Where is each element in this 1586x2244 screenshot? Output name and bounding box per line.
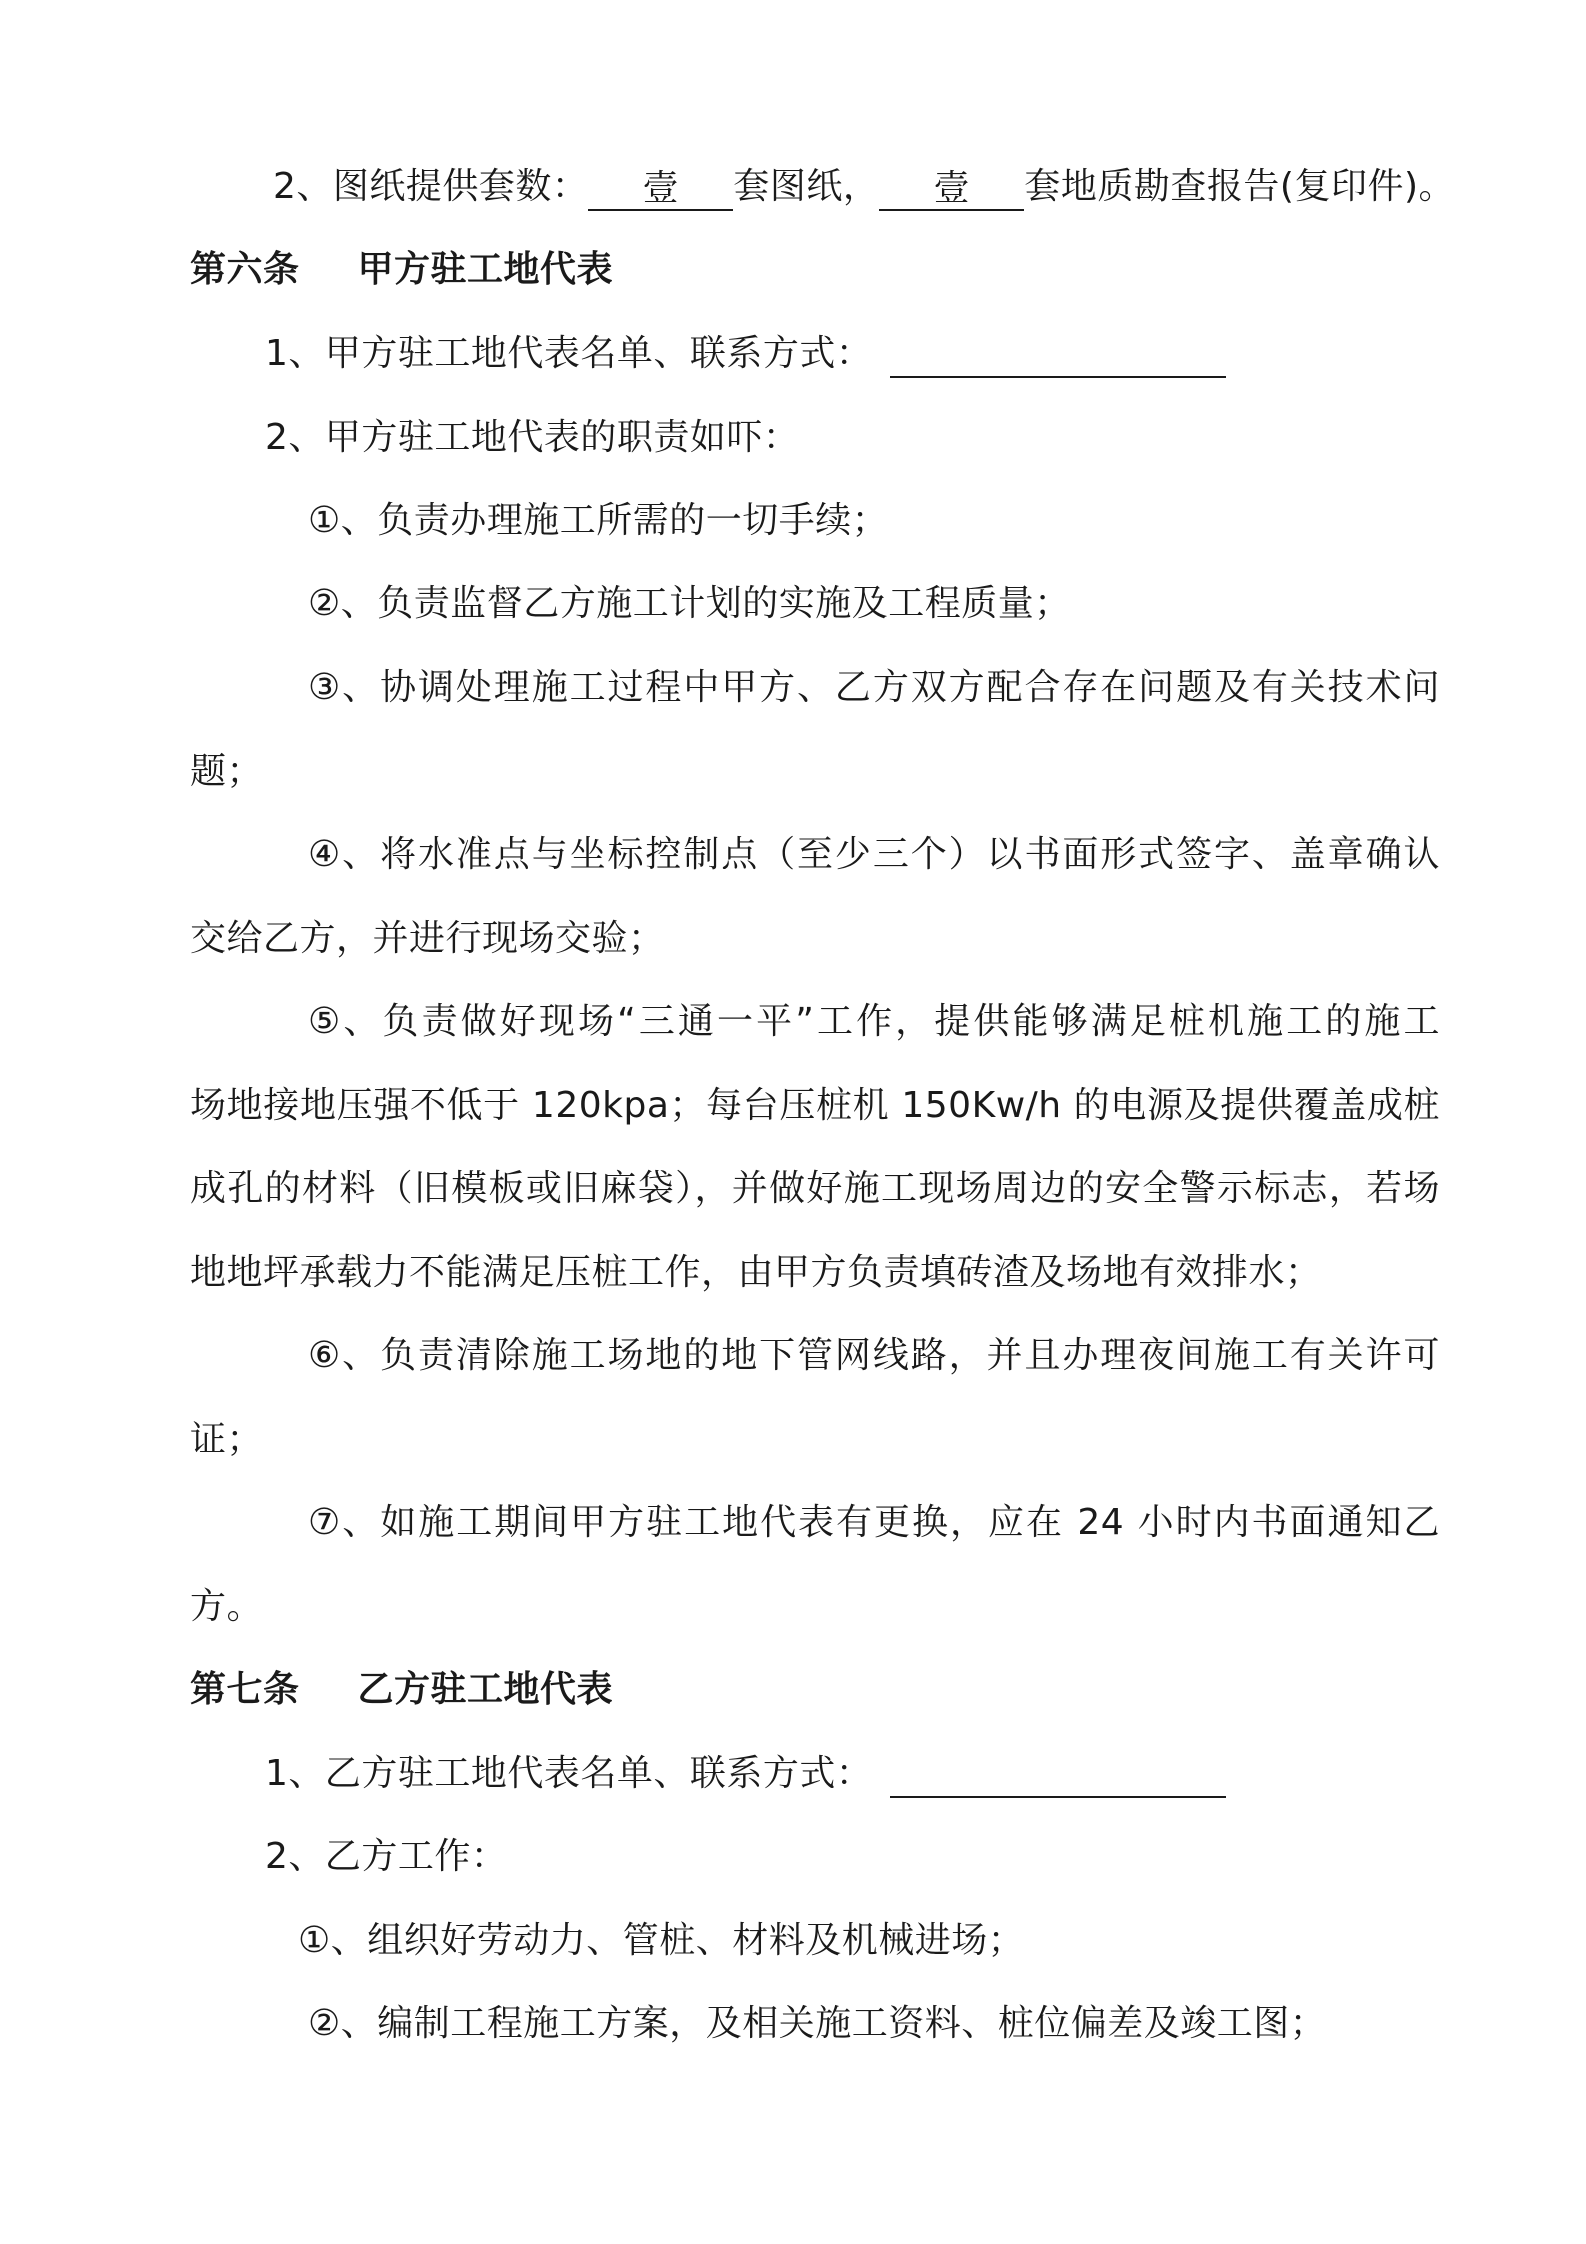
contractor-work-2: ②、编制工程施工方案，及相关施工资料、桩位偏差及竣工图； (308, 2003, 1327, 2044)
article-6-item-2: 2、甲方驻工地代表的职责如吓： (265, 417, 800, 458)
owner-duty-5-line-1: ⑤、负责做好现场“三通一平”工作，提供能够满足桩机施工的施工 (308, 1001, 1440, 1042)
owner-rep-contact-blank (890, 332, 1226, 378)
contractor-rep-contact-blank (890, 1752, 1226, 1798)
article-7-number: 第七条 (190, 1669, 300, 1710)
article-7-heading (190, 1666, 613, 1714)
article-6-title: 甲方驻工地代表 (357, 249, 614, 290)
drawing-sets-mid: 套图纸， (733, 166, 880, 207)
owner-duty-2: ②、负责监督乙方施工计划的实施及工程质量； (308, 583, 1071, 624)
article-7-item-2: 2、乙方工作： (265, 1836, 508, 1877)
article-6-number: 第六条 (190, 249, 300, 290)
owner-duty-7-line-2: 方。 (190, 1586, 264, 1627)
contractor-work-1: ①、组织好劳动力、管桩、材料及机械进场； (298, 1920, 1025, 1961)
owner-duty-1: ①、负责办理施工所需的一切手续； (308, 500, 889, 541)
geology-report-blank: 壹 (879, 165, 1024, 211)
owner-duty-5-line-4: 地地坪承载力不能满足压桩工作，由甲方负责填砖渣及场地有效排水； (190, 1252, 1322, 1293)
owner-duty-5-line-2: 场地接地压强不低于 120kpa；每台压桩机 150Kw/h 的电源及提供覆盖成桩 (190, 1085, 1440, 1126)
owner-duty-7-line-1: ⑦、如施工期间甲方驻工地代表有更换，应在 24 小时内书面通知乙 (308, 1502, 1440, 1543)
owner-duty-4-line-2: 交给乙方，并进行现场交验； (190, 918, 665, 959)
drawing-sets-line (273, 163, 1455, 211)
owner-duty-3-line-2: 题； (190, 751, 264, 792)
owner-duty-4-line-1: ④、将水准点与坐标控制点（至少三个）以书面形式签字、盖章确认 (308, 834, 1440, 875)
drawing-sets-suffix: 套地质勘查报告(复印件)。 (1024, 166, 1456, 207)
article-7-item-1-text: 1、乙方驻工地代表名单、联系方式： (265, 1753, 873, 1794)
article-6-heading (190, 246, 613, 294)
drawing-sets-blank: 壹 (588, 165, 733, 211)
owner-duty-3-line-1: ③、协调处理施工过程中甲方、乙方双方配合存在问题及有关技术问 (308, 667, 1440, 708)
owner-duty-5-line-3: 成孔的材料（旧模板或旧麻袋），并做好施工现场周边的安全警示标志，若场 (190, 1168, 1440, 1209)
article-6-item-1-text: 1、甲方驻工地代表名单、联系方式： (265, 333, 873, 374)
article-7-title: 乙方驻工地代表 (357, 1669, 614, 1710)
owner-duty-6-line-1: ⑥、负责清除施工场地的地下管网线路，并且办理夜间施工有关许可 (308, 1335, 1440, 1376)
article-7-item-1 (265, 1750, 1226, 1798)
drawing-sets-prefix: 2、图纸提供套数： (273, 166, 589, 207)
owner-duty-6-line-2: 证； (190, 1419, 264, 1460)
article-6-item-1 (265, 330, 1226, 378)
